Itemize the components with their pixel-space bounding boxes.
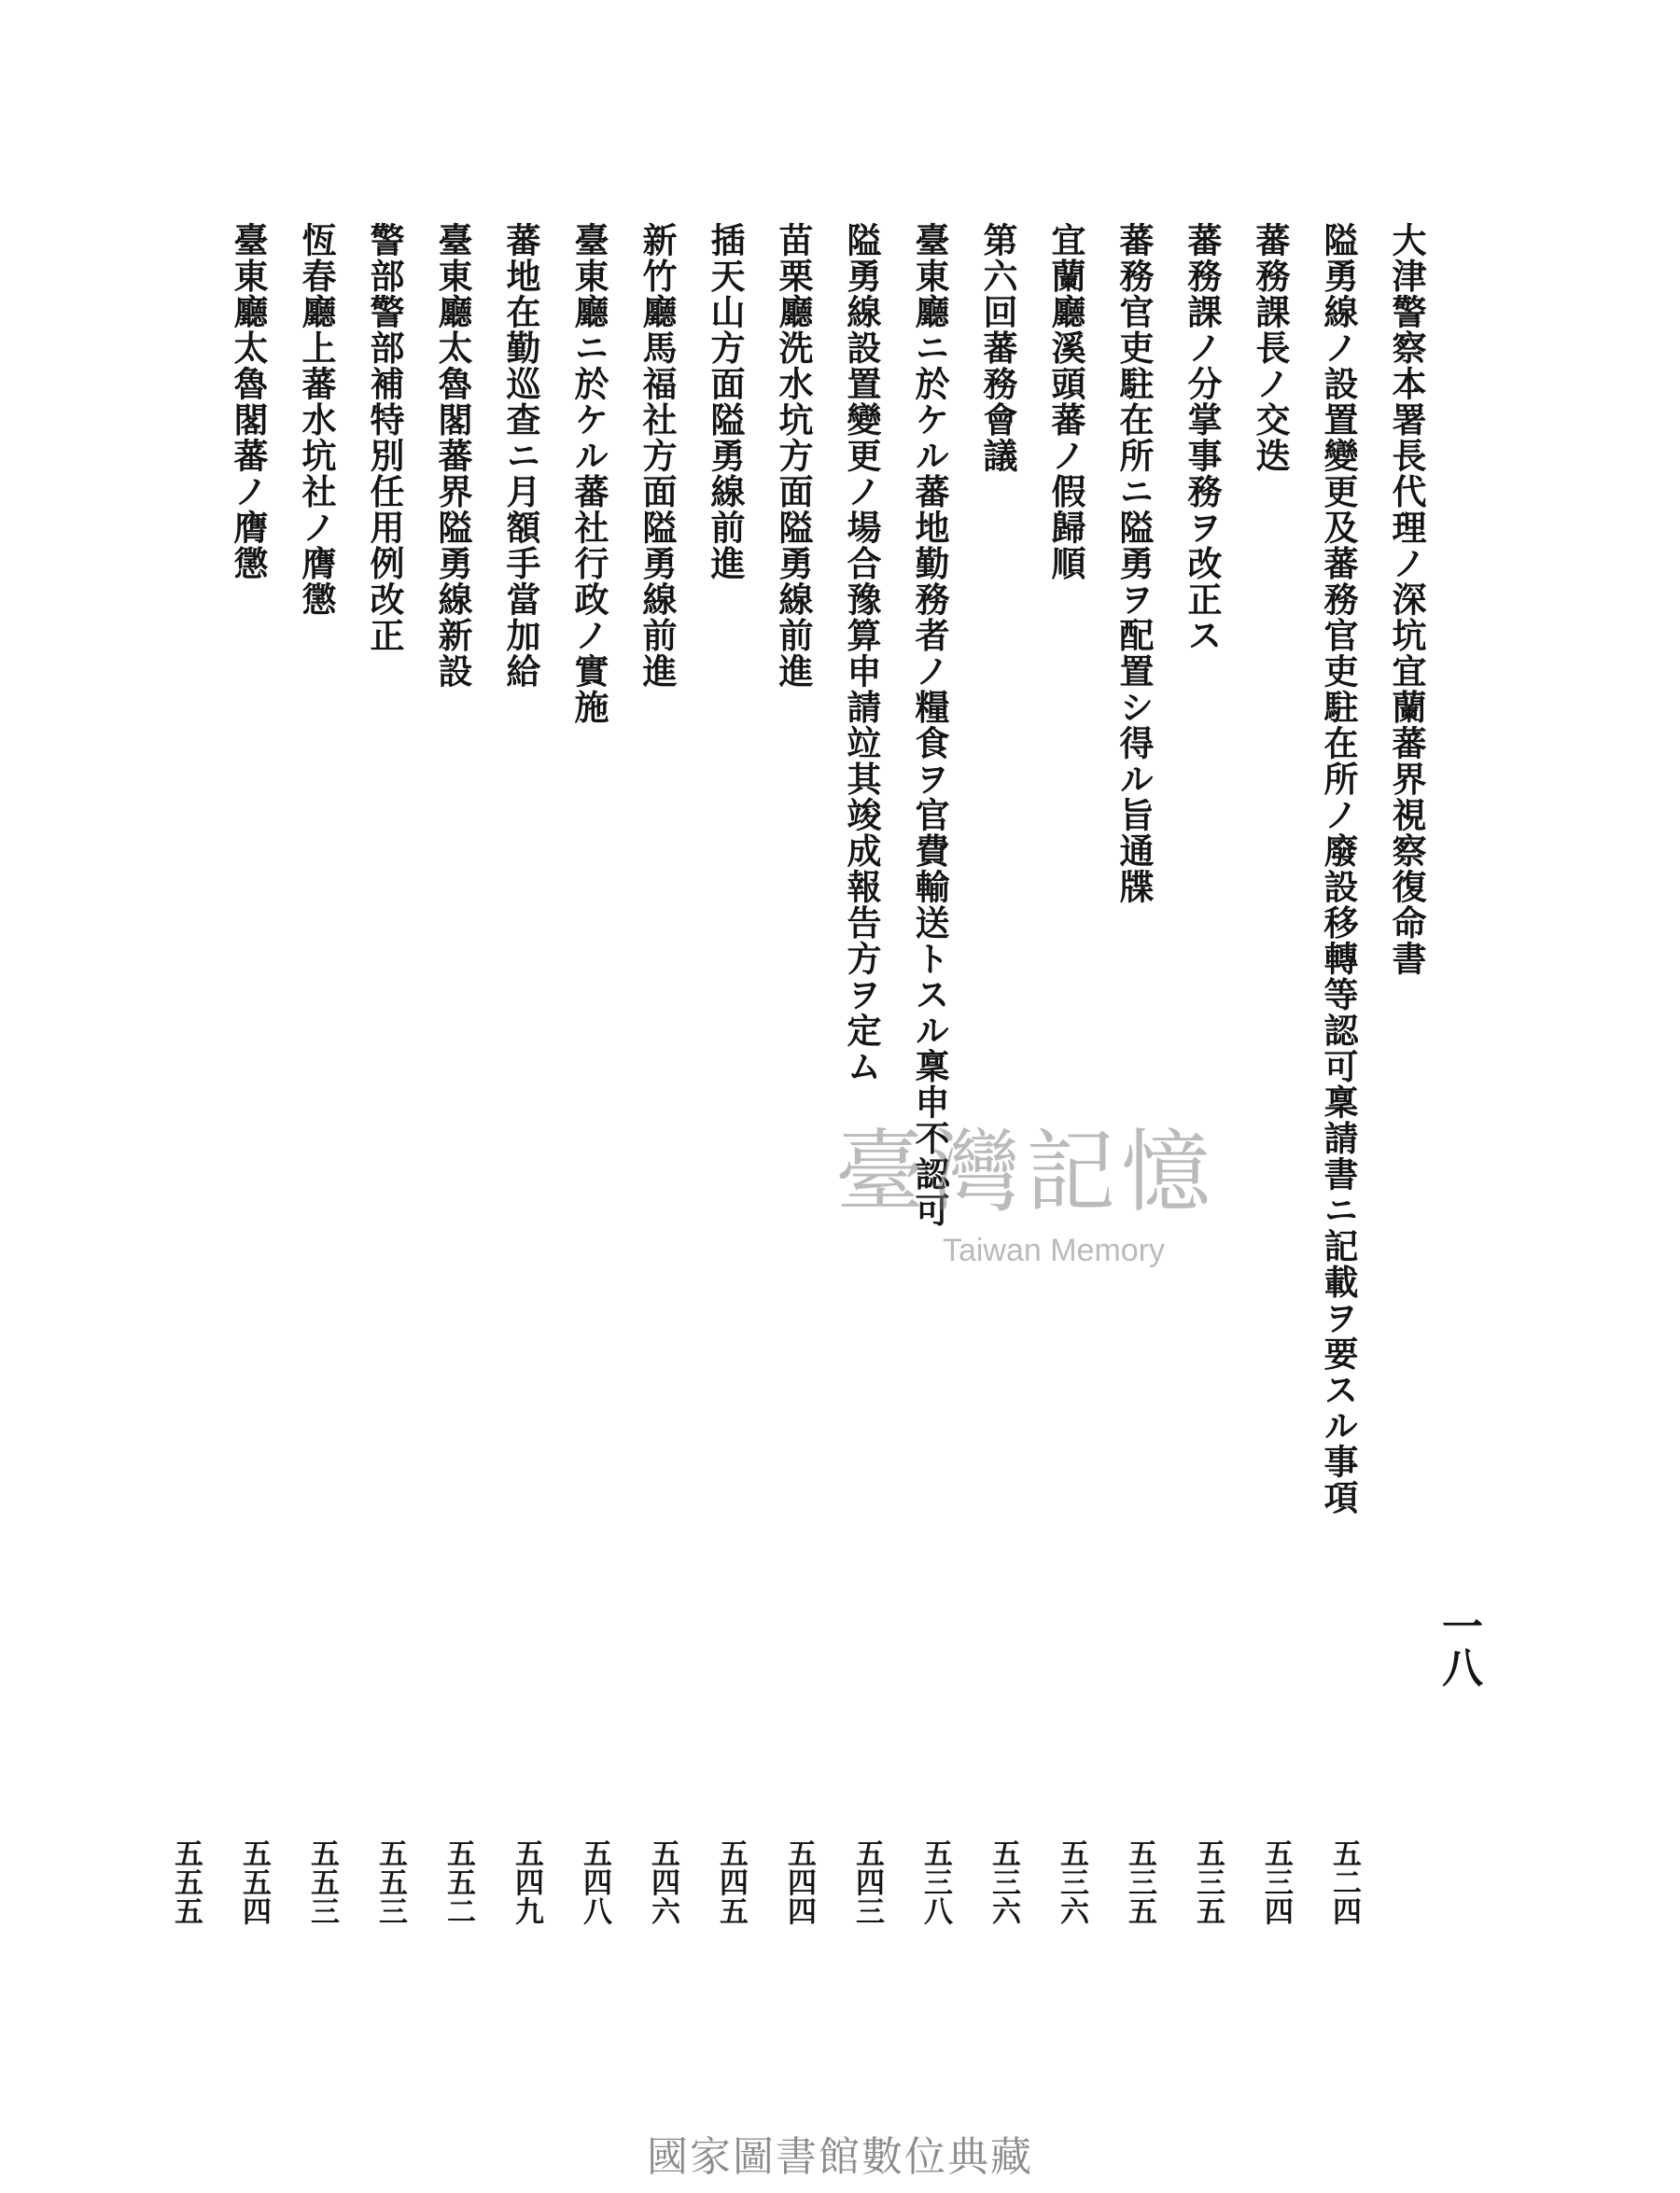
- toc-entry-15: 臺東廳太魯閣蕃界隘勇線新設: [432, 222, 473, 690]
- page-number-9: 五四四: [782, 1838, 816, 1925]
- page-number-2: 五三四: [1259, 1838, 1293, 1925]
- watermark-chinese: 臺灣記憶: [835, 1120, 1216, 1224]
- toc-entry-3: 蕃務課長ノ交迭: [1250, 222, 1291, 474]
- toc-entry-10: 苗栗廳洗水坑方面隘勇線前進: [773, 222, 814, 690]
- page-number-5: 五三六: [1055, 1838, 1088, 1925]
- folio-number: 一八: [1435, 1605, 1482, 1687]
- toc-entry-5: 蕃務官吏駐在所ニ隘勇ヲ配置シ得ル旨通牒: [1113, 222, 1155, 905]
- toc-entry-7: 第六回蕃務會議: [977, 222, 1018, 474]
- toc-entry-4: 蕃務課ノ分掌事務ヲ改正ス: [1182, 222, 1223, 653]
- page-number-8: 五四三: [850, 1838, 884, 1925]
- page-number-15: 五五三: [373, 1838, 407, 1925]
- page-number-7: 五三八: [918, 1838, 952, 1925]
- page-number-16: 五五三: [305, 1838, 339, 1925]
- page-number-18: 五五五: [169, 1838, 203, 1925]
- page-number-17: 五五四: [237, 1838, 271, 1925]
- toc-entry-11: 插天山方面隘勇線前進: [705, 222, 746, 581]
- page-number-4: 五三五: [1123, 1838, 1156, 1925]
- page-number-10: 五四五: [714, 1838, 748, 1925]
- toc-entry-6: 宜蘭廳溪頭蕃ノ假歸順: [1045, 222, 1086, 581]
- page-number-13: 五四九: [510, 1838, 543, 1925]
- page-number-6: 五三六: [987, 1838, 1020, 1925]
- watermark-english: Taiwan Memory: [942, 1233, 1166, 1268]
- watermark: [835, 1101, 1216, 1269]
- page-number-14: 五五二: [441, 1838, 475, 1925]
- toc-entry-8: 臺東廳ニ於ケル蕃地勤務者ノ糧食ヲ官費輸送トスル稟申不認可: [909, 222, 950, 1228]
- toc-entry-14: 蕃地在勤巡查ニ月額手當加給: [500, 222, 541, 690]
- toc-entry-9: 隘勇線設置變更ノ場合豫算申請竝其竣成報告方ヲ定ム: [841, 222, 882, 1084]
- toc-entry-18: 臺東廳太魯閣蕃ノ膺懲: [228, 222, 269, 581]
- toc-entry-17: 恆春廳上蕃水坑社ノ膺懲: [296, 222, 337, 618]
- toc-entry-16: 警部警部補特別任用例改正: [364, 222, 405, 653]
- toc-entry-2: 隘勇線ノ設置變更及蕃務官吏駐在所ノ廢設移轉等認可稟請書ニ記載ヲ要スル事項: [1318, 222, 1359, 1516]
- toc-entry-12: 新竹廳馬福社方面隘勇線前進: [637, 222, 678, 690]
- page-number-1: 五二四: [1327, 1838, 1361, 1925]
- page-number-12: 五四八: [578, 1838, 611, 1925]
- page-number-11: 五四六: [646, 1838, 679, 1925]
- toc-entry-1: 大津警察本署長代理ノ深坑宜蘭蕃界視察復命書: [1386, 222, 1427, 977]
- footer-caption: 國家圖書館數位典藏: [647, 2133, 1033, 2181]
- page-number-3: 五三五: [1191, 1838, 1225, 1925]
- toc-entry-13: 臺東廳ニ於ケル蕃社行政ノ實施: [568, 222, 609, 725]
